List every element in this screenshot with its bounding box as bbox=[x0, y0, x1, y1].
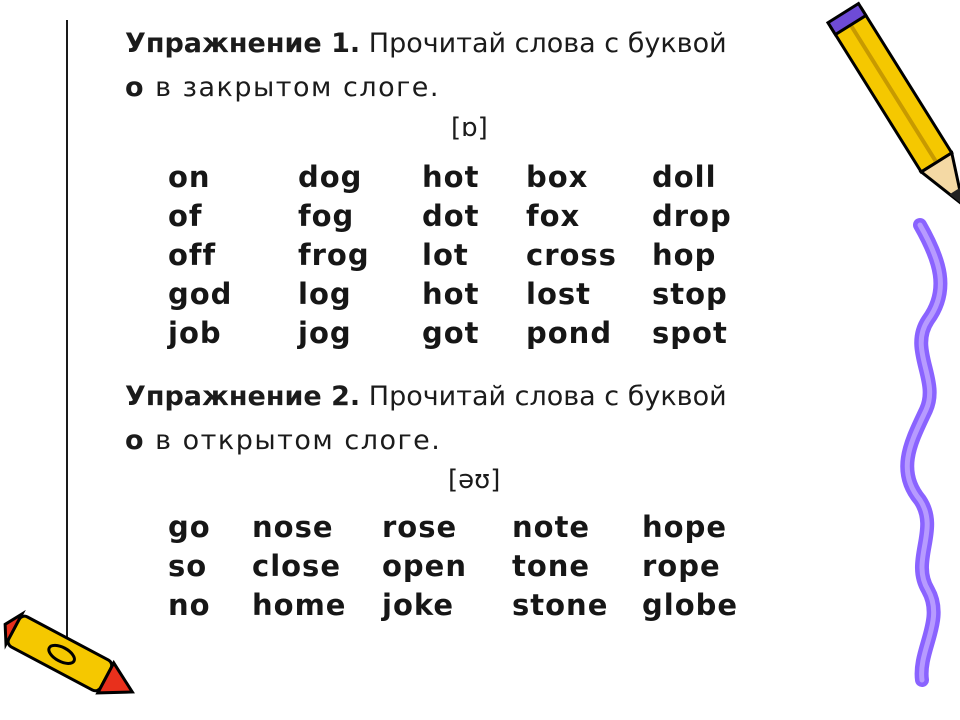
word: nose bbox=[252, 510, 334, 544]
pencil-icon-top-right bbox=[800, 0, 960, 240]
word: hop bbox=[652, 238, 717, 272]
word: off bbox=[168, 238, 217, 272]
word: no bbox=[168, 588, 211, 622]
word: got bbox=[422, 316, 480, 350]
word: log bbox=[298, 277, 352, 311]
word: globe bbox=[642, 588, 739, 622]
word: doll bbox=[652, 160, 717, 194]
word: tone bbox=[512, 549, 591, 583]
word: note bbox=[512, 510, 591, 544]
word: hot bbox=[422, 277, 480, 311]
word: so bbox=[168, 549, 208, 583]
word: rose bbox=[382, 510, 458, 544]
word: job bbox=[168, 316, 222, 350]
exercise-1-letter: о bbox=[125, 72, 146, 103]
exercise-2-number: Упражнение 2. bbox=[125, 381, 361, 412]
word: rope bbox=[642, 549, 721, 583]
left-margin-line bbox=[66, 20, 68, 640]
word: joke bbox=[382, 588, 455, 622]
word: home bbox=[252, 588, 347, 622]
word: god bbox=[168, 277, 233, 311]
exercise-2-heading bbox=[125, 375, 727, 463]
word: on bbox=[168, 160, 211, 194]
word: go bbox=[168, 510, 211, 544]
word: dot bbox=[422, 199, 480, 233]
word: stone bbox=[512, 588, 609, 622]
exercise-2-instruction-2: в открытом слоге. bbox=[145, 425, 442, 456]
exercise-1-ipa: [ɒ] bbox=[451, 113, 488, 143]
exercise-1-instruction-2: в закрытом слоге. bbox=[145, 72, 441, 103]
exercise-1-heading bbox=[125, 22, 727, 110]
word: cross bbox=[526, 238, 617, 272]
word: open bbox=[382, 549, 467, 583]
word: jog bbox=[298, 316, 352, 350]
word: spot bbox=[652, 316, 728, 350]
word: hope bbox=[642, 510, 727, 544]
word: frog bbox=[298, 238, 370, 272]
word: lot bbox=[422, 238, 469, 272]
word: fog bbox=[298, 199, 355, 233]
word: stop bbox=[652, 277, 728, 311]
word: drop bbox=[652, 199, 732, 233]
word: hot bbox=[422, 160, 480, 194]
exercise-1-number: Упражнение 1. bbox=[125, 28, 361, 59]
exercise-2-ipa: [əʊ] bbox=[448, 465, 501, 495]
word: close bbox=[252, 549, 341, 583]
exercise-2-letter: о bbox=[125, 425, 146, 456]
word: pond bbox=[526, 316, 613, 350]
word: fox bbox=[526, 199, 581, 233]
word: lost bbox=[526, 277, 591, 311]
word: box bbox=[526, 160, 589, 194]
pencil-icon-bottom-left bbox=[0, 600, 150, 720]
word: of bbox=[168, 199, 203, 233]
exercise-1-instruction: Прочитай слова с буквой bbox=[360, 28, 727, 59]
exercise-2-instruction: Прочитай слова с буквой bbox=[360, 381, 727, 412]
word: dog bbox=[298, 160, 363, 194]
